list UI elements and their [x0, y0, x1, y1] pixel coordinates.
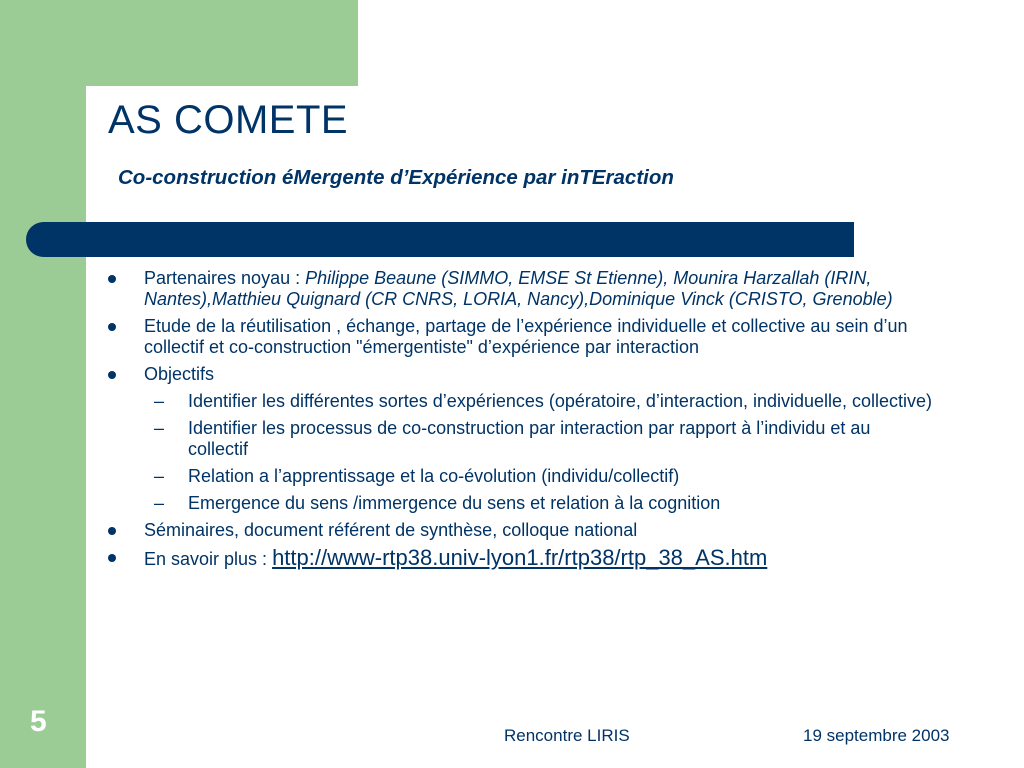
green-top-band [0, 0, 358, 86]
dash-icon: – [154, 391, 165, 411]
study-text: Etude de la réutilisation , échange, partage de l’expérience individuelle et collective au sein d’un collectif et co-construction "émergentiste" d’expérience par interaction [144, 316, 908, 357]
slide-title: AS COMETE [108, 98, 349, 142]
sub-item-text: Identifier les différentes sortes d’expériences (opératoire, d’interaction, individuelle, collective) [188, 391, 933, 411]
objectives-text: Objectifs [144, 364, 215, 384]
bullet-list [104, 268, 934, 570]
bullet-dot-icon [108, 323, 116, 331]
bullet-item-objectives [104, 364, 934, 514]
sub-item-text: Identifier les processus de co-construction par interaction par rapport à l’individu et au collectif [188, 418, 871, 459]
seminars-text: Séminaires, document référent de synthèse, colloque national [144, 520, 638, 540]
slide-subtitle: Co-construction éMergente d’Expérience par inTEraction [118, 166, 674, 189]
partners-label: Partenaires noyau : [144, 268, 306, 288]
sub-item-text: Relation a l’apprentissage et la co-évolution (individu/collectif) [188, 466, 680, 486]
footer-date: 19 septembre 2003 [803, 726, 950, 745]
slide-number: 5 [30, 705, 47, 738]
dash-icon: – [154, 418, 165, 438]
bullet-dot-icon [108, 527, 116, 535]
sub-item [104, 391, 934, 412]
bullet-item-more-info [104, 547, 934, 570]
sub-item [104, 466, 934, 487]
footer-event: Rencontre LIRIS [504, 726, 630, 745]
bullet-item-partners [104, 268, 934, 310]
more-info-link[interactable]: http://www-rtp38.univ-lyon1.fr/rtp38/rtp_38_AS.htm [272, 545, 768, 570]
navy-divider-bar [26, 222, 854, 257]
dash-icon: – [154, 493, 165, 513]
objectives-sub-list [104, 391, 934, 514]
dash-icon: – [154, 466, 165, 486]
sub-item-text: Emergence du sens /immergence du sens et relation à la cognition [188, 493, 721, 513]
bullet-dot-icon [108, 554, 116, 562]
slide-body [104, 268, 934, 576]
bullet-dot-icon [108, 371, 116, 379]
bullet-item-seminars [104, 520, 934, 541]
sub-item [104, 418, 934, 460]
green-side-band [0, 0, 86, 768]
sub-item [104, 493, 934, 514]
more-info-label: En savoir plus : [144, 549, 273, 569]
partners-names: Philippe Beaune (SIMMO, EMSE St Etienne), Mounira Harzallah (IRIN, Nantes),Matthieu Quignard (CR CNRS, LORIA, Nancy),Dominique Vinck (CRISTO, Grenoble) [144, 268, 893, 309]
bullet-item-study [104, 316, 934, 358]
bullet-dot-icon [108, 275, 116, 283]
